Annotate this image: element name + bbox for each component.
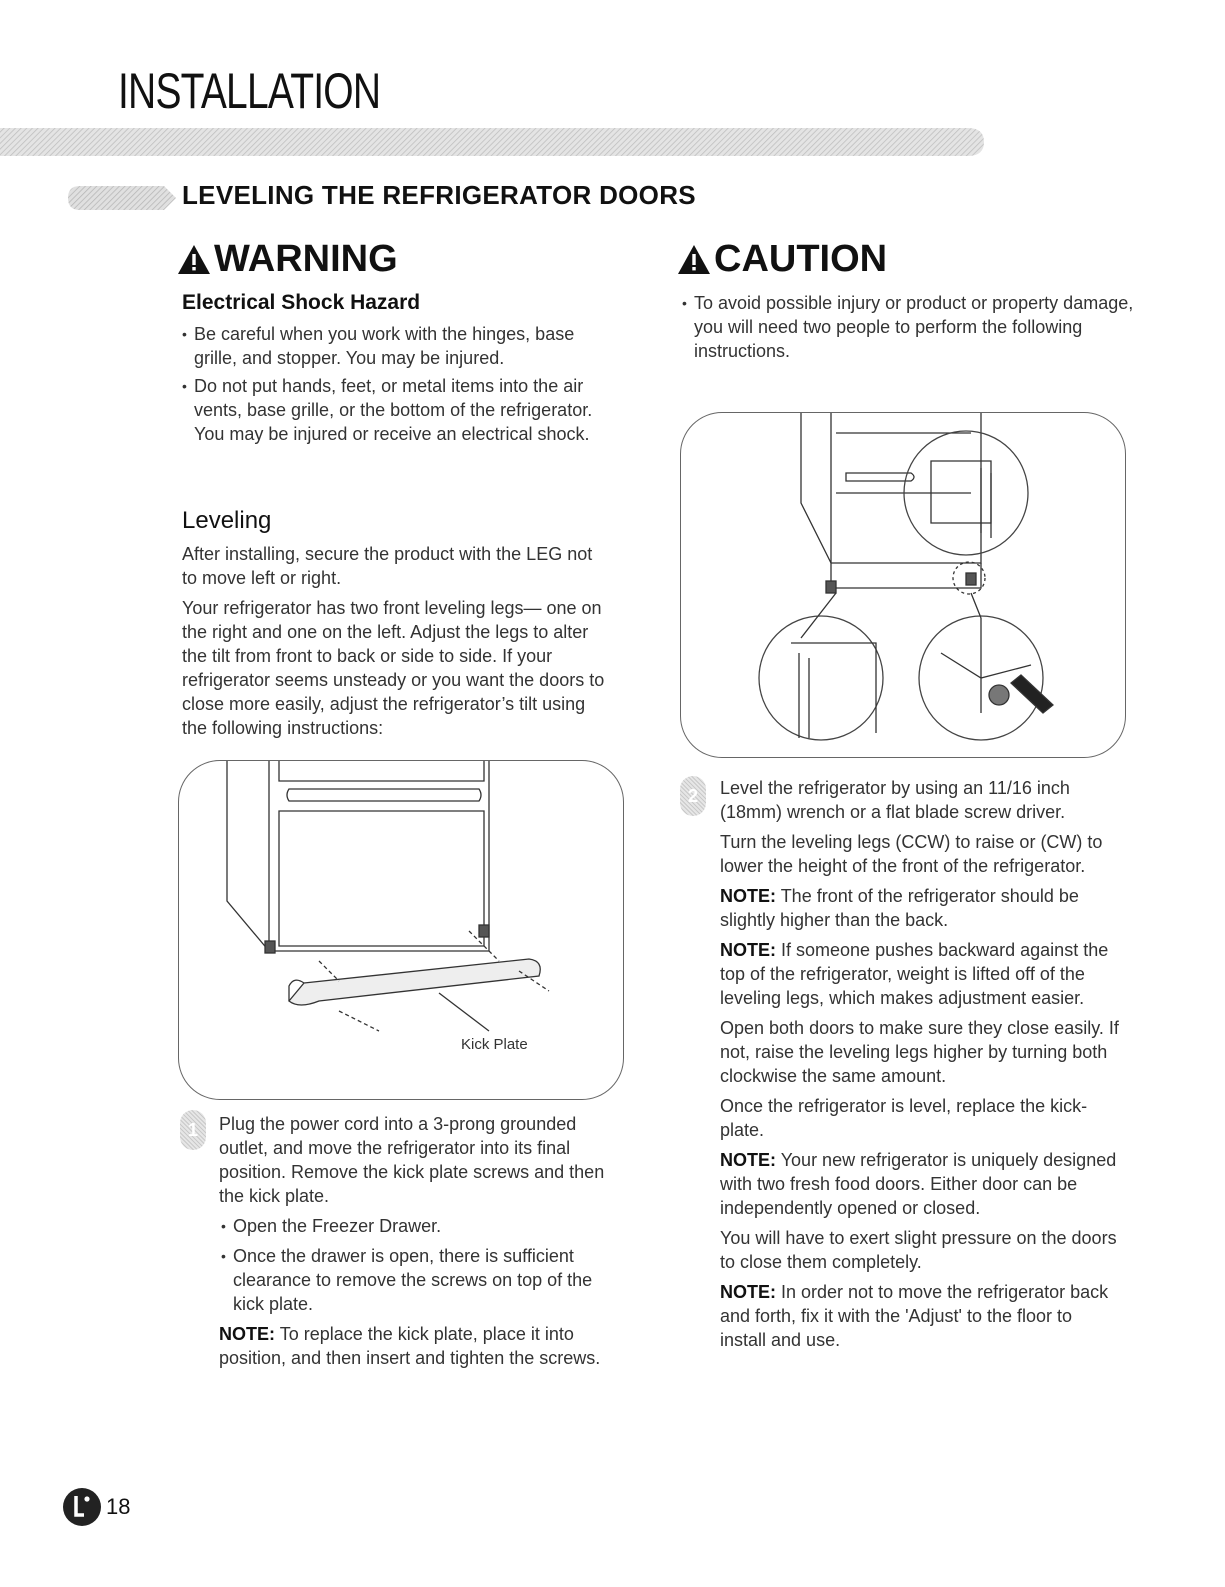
step-2-paragraph: You will have to exert slight pressure on the doors to close them completely. bbox=[720, 1228, 1117, 1272]
hazard-title: Electrical Shock Hazard bbox=[182, 291, 421, 314]
warning-bullet-list bbox=[182, 322, 602, 450]
leveling-legs-illustration bbox=[680, 412, 1126, 758]
caution-triangle-icon bbox=[676, 243, 712, 277]
step-1-paragraph: Plug the power cord into a 3-prong grounded outlet, and move the refrigerator into its final position. Remove the kick plate screws and then the kick plate. bbox=[219, 1114, 605, 1206]
step-2-text bbox=[720, 776, 1120, 1358]
note-text: Your new refrigerator is uniquely designed with two fresh food doors. Either door can be independently opened or closed. bbox=[720, 1150, 1117, 1218]
step-2-note bbox=[720, 1280, 1120, 1352]
step-1-badge: 1 bbox=[180, 1110, 206, 1150]
step-2-paragraph: Once the refrigerator is level, replace the kick-plate. bbox=[720, 1096, 1088, 1140]
leveling-paragraph: After installing, secure the product with the LEG not to move left or right. bbox=[182, 544, 593, 588]
step-2-paragraph: Turn the leveling legs (CCW) to raise or (CW) to lower the height of the front of the refrigerator. bbox=[720, 832, 1103, 876]
caution-heading-text: CAUTION bbox=[714, 238, 888, 280]
note-label: NOTE: bbox=[720, 1282, 776, 1302]
step-2-note bbox=[720, 884, 1120, 932]
note-text: In order not to move the refrigerator back and forth, fix it with the 'Adjust' to the floor to install and use. bbox=[720, 1282, 1109, 1350]
note-label: NOTE: bbox=[720, 1150, 776, 1170]
step-2-note bbox=[720, 1148, 1120, 1220]
lg-logo-icon bbox=[62, 1487, 102, 1527]
page-footer bbox=[62, 1487, 130, 1527]
step-1-note bbox=[219, 1322, 619, 1370]
step-1-text bbox=[219, 1112, 619, 1376]
kick-plate-drawing bbox=[179, 761, 623, 1099]
note-text: The front of the refrigerator should be slightly higher than the back. bbox=[720, 886, 1079, 930]
leveling-title: Leveling bbox=[182, 507, 272, 534]
warning-bullet: • Do not put hands, feet, or metal items into the air vents, base grille, or the bottom of the refrigerator. You may be injured or receive an electrical shock. bbox=[182, 374, 602, 446]
step-2-note bbox=[720, 938, 1120, 1010]
warning-triangle-icon bbox=[176, 243, 212, 277]
header-bar bbox=[0, 126, 986, 158]
caution-bullet: • To avoid possible injury or product or property damage, you will need two people to perform the following instructions. bbox=[682, 291, 1134, 363]
step-2-paragraph: Level the refrigerator by using an 11/16 inch (18mm) wrench or a flat blade screw driver. bbox=[720, 778, 1070, 822]
note-label: NOTE: bbox=[720, 886, 776, 906]
page-section-title: INSTALLATION bbox=[118, 63, 381, 119]
step-2-paragraph: Open both doors to make sure they close easily. If not, raise the leveling legs higher by turning both clockwise the same amount. bbox=[720, 1018, 1119, 1086]
step-1-bullet: • Once the drawer is open, there is sufficient clearance to remove the screws on top of the kick plate. bbox=[221, 1244, 619, 1316]
step-2-badge: 2 bbox=[680, 776, 706, 816]
refrigerator-legs-drawing bbox=[681, 413, 1125, 757]
kick-plate-label: Kick Plate bbox=[461, 1036, 528, 1053]
caution-heading bbox=[676, 238, 887, 281]
leveling-paragraph: Your refrigerator has two front leveling legs— one on the right and one on the left. Adjust the legs to alter the tilt from front to back or side to side. If your refrigerator seems unsteady or you want the doors to close more easily, adjust the refrigerator’s tilt using the following instructions: bbox=[182, 598, 605, 738]
kick-plate-illustration bbox=[178, 760, 624, 1100]
step-1-bullet: • Open the Freezer Drawer. bbox=[221, 1214, 619, 1238]
warning-heading-text: WARNING bbox=[214, 238, 398, 280]
note-label: NOTE: bbox=[720, 940, 776, 960]
note-label: NOTE: bbox=[219, 1324, 275, 1344]
warning-bullet: • Be careful when you work with the hinges, base grille, and stopper. You may be injured. bbox=[182, 322, 602, 370]
note-text: To replace the kick plate, place it into position, and then insert and tighten the screws. bbox=[219, 1324, 601, 1368]
page-number: 18 bbox=[106, 1494, 131, 1519]
note-text: If someone pushes backward against the top of the refrigerator, weight is lifted off of the leveling legs, which makes adjustment easier. bbox=[720, 940, 1109, 1008]
subsection-title: LEVELING THE REFRIGERATOR DOORS bbox=[182, 180, 696, 210]
warning-heading bbox=[176, 238, 398, 281]
subsection-tab bbox=[68, 186, 176, 210]
